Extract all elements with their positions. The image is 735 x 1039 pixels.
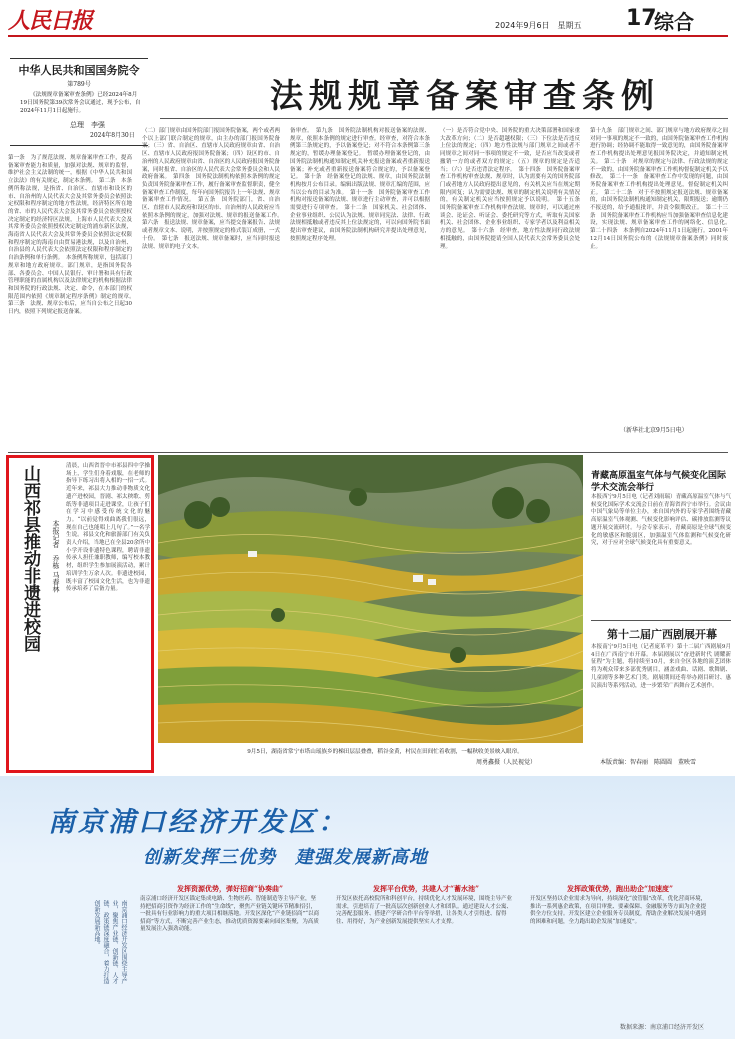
advertorial-column-2-title: 发挥平台优势，共建人才“蓄水池”: [372, 884, 480, 893]
article-column-2: （二）部门规章由国务院部门报国务院备案，两个或者两个以上部门联合制定的规章，由主办的部门报国务院备案；（三）省、自治区、直辖市人民政府规章由省、自治区、直辖市人民政府报国务院备案；（四）设区的市、自治州的人民政府规章由省、自治区的人民政府报国务院备案，同时报省、自治区的人民代表大会常务委员会和人民政府备案。 第四条 国务院法制机构依照本条例的规定负责国务院备案审查工作，履行备案审查监督职责，健全备案审查工作制度，每年向国务院报告上一年法规、规章备案审查工作情况。 第五条 国务院部门，省、自治区、直辖市人民政府和设区的市、自治州的人民政府应当依照本条例的规定，加强对法规、规章的报送备案工作。 第六条 报送法规、规章备案，应当提交备案报告、法规或者规章文本、说明，并按照规定的格式装订成册，一式十份。 第七条 报送法规、规章备案时，应当同时报送法规、规章的电子文本。: [142, 128, 286, 250]
decree-body: 《法规规章备案审查条例》已经2024年8月19日国务院第39次常务会议通过，现予公布，自2024年11月1日起施行。: [20, 92, 141, 114]
feature-byline: 本报记者 乔栋 马春林: [52, 520, 60, 593]
section-name: 综合: [654, 10, 694, 34]
photo-caption: 9月5日，湖南省常宁市塔山瑶族乡的梯田层层叠叠，稻谷金黄，村民在田间忙着收割，一幅秋收美景映入眼帘。: [247, 749, 523, 755]
decree-number: 第789号: [67, 81, 91, 88]
article-column-3: 备审查。 第九条 国务院法制机构对报送备案的法规、规章，依照本条例的规定进行审查。经审查，对符合本条例第三条规定的，予以备案登记；对不符合本条例第三条规定的，暂缓办理备案登记。 暂缓办理备案登记的，由国务院法制机构通知制定机关补充报送备案或者重新报送备案；补充或者重新报送备案符合规定的，予以备案登记。 第十条 经备案登记的法规、规章，由国务院法制机构按月公布目录。编辑出版法规、规章汇编的范围，应当以公布的目录为准。 第十一条 国务院备案审查工作机构对报送备案的法规、规章进行主动审查，并可以根据需要进行专项审查。 第十二条 国家机关、社会团体、企业事业组织、公民认为法规、规章同宪法、法律、行政法规相抵触或者违反其上位法规定的，可以向国务院书面提出审查建议，由国务院法制机构研究并提出处理意见，按照规定程序处理。: [290, 128, 430, 242]
decree-title: 中华人民共和国国务院令: [18, 64, 140, 77]
issue-date: 2024年9月6日 星期五: [495, 21, 582, 30]
photo-credit: 周勇鑫摄（人民视觉）: [476, 759, 537, 766]
headline-rule: [160, 118, 728, 119]
side-story-1-headline: 青藏高原温室气体与气候变化国际学术交流会举行: [591, 471, 727, 493]
advertorial-intro: 南京浦口经济开发区围绕主导产业，聚焦产业链、创新链、人才链、政策链深度融合，着力打造创新发展新高地。: [93, 900, 127, 984]
decree-date: 2024年8月30日: [90, 132, 135, 139]
side-story-2-headline: 第十二届广西剧展开幕: [607, 628, 717, 641]
advertorial-title: 南京浦口经济开发区：: [48, 807, 348, 838]
advertorial-footer: 数据来源：南京浦口经济开发区: [620, 1024, 705, 1031]
feature-body: 清晨，山西省晋中市祁县四中学操场上，学生们身着戏服，在老师的指导下练习出将入相的一招一式。近年来，祁县大力推动非物质文化遗产进校园，晋剧、祁太秧歌、剪纸等非遗项目走进课堂，让孩子们在学习中感受传统文化的魅力。“以前觉得戏曲离我们很远，现在自己也能唱上几句了。”一名学生说。祁县文化和旅游部门有关负责人介绍，当地已在全县20余所中小学开设非遗特色课程，聘请非遗传承人担任兼职教师，编写校本教材，组织学生参加展演活动，累计培训学生万余人次。非遗进校园，既丰富了校园文化生活，也为非遗传承培养了后备力量。: [66, 463, 150, 593]
page-number: 17: [626, 6, 657, 31]
side-story-2-body: 本报南宁9月5日电（记者庞革平）第十二届广西剧展9月4日在广西南宁市开幕。本届剧展以“奋进新时代 剧耀新征程”为主题，将持续至10月，来自全区各地的演艺团体将为观众带来多部优秀剧目，涵盖戏曲、话剧、歌舞剧、儿童剧等多种艺术门类。剧展期间还将举办剧目研讨、惠民演出等系列活动，进一步繁荣广西舞台艺术创作。: [591, 644, 731, 689]
advertorial-column-3-body: 开发区坚持以企业需求为导向，持续深化“放管服”改革，优化营商环境，推出一系列惠企政策，在项目审批、要素保障、金融服务等方面为企业提供全方位支持。开发区建立企业服务专员制度，帮助企业解决发展中遇到的困难和问题，全力跑出助企发展“加速度”。: [530, 896, 707, 925]
article-column-1: 第一条 为了规范法规、规章备案审查工作，提高备案审查能力和质量，加强对法规、规章的监督，维护社会主义法制的统一，根据《中华人民共和国立法法》的有关规定，制定本条例。 第二条 本条例所称法规，是指省、自治区、直辖市和设区的市、自治州的人民代表大会及其常务委员会依照法定权限和程序制定的地方性法规，经济特区所在地的省、市的人民代表大会及其常务委员会依照授权决定制定的经济特区法规，上海市人民代表大会及其常务委员会依照授权决定制定的浦东新区法规，海南省人民代表大会及其常务委员会依照法定权限和程序制定的海南自由贸易港法规，以及自治州、自治县的人民代表大会依照法定权限和程序制定的自治条例和单行条例。 本条例所称规章，包括部门规章和地方政府规章。部门规章，是指国务院各部、各委员会、中国人民银行、审计署和具有行政管理职能的直属机构以及法律规定的机构根据法律和国务院的行政法规、决定、命令，在本部门的权限范围内依照《规章制定程序条例》制定的规章。 第三条 法规、规章公布后，应当自公布之日起30日内，依照下列规定报送备案。: [8, 155, 138, 316]
advertorial-column-2-body: 开发区依托高校院所和科创平台，持续优化人才发展环境，围绕主导产业需求，引进培育了一批高层次创新创业人才和团队。通过建设人才公寓、完善配套服务、搭建产学研合作平台等举措，让各类人才引得进、留得住、用得好，为产业创新发展提供坚实人才支撑。: [336, 896, 513, 925]
advertorial-column-3-title: 发挥政策优势，跑出助企“加速度”: [566, 884, 674, 893]
page-editors: 本版责编：智春丽 陈圆圆 董映雪: [600, 759, 697, 766]
advertorial-column-1-body: 南京浦口经济开发区锚定集成电路、生物医药、智能制造等主导产业，坚持把招商引资作为经济工作的“生命线”，聚焦产业链关键环节精准招引，一批具有行业影响力的重大项目相继落地。开发区深化“产业链招商”“以商招商”等方式，不断完善产业生态，推动优质资源要素向园区集聚，为高质量发展注入强劲动能。: [140, 896, 319, 933]
advertorial-column-1-title: 发挥资源优势，弹好招商“协奏曲”: [176, 884, 284, 893]
article-column-5: 第十九条 部门规章之间、部门规章与地方政府规章之间对同一事项的规定不一致的，由国务院备案审查工作机构进行协调；经协调不能取得一致意见的，由国务院备案审查工作机构提出处理意见报国务院决定，并通知制定机关。 第二十条 对规章的规定与法律、行政法规的规定不一致的，由国务院备案审查工作机构督促制定机关予以修改。 第二十一条 备案审查工作中发现的问题，由国务院备案审查工作机构提出处理意见，督促制定机关纠正。 第二十二条 对于不按照规定报送法规、规章备案的，由国务院法制机构通知制定机关，限期报送；逾期仍不报送的，给予通报批评，并责令限期改正。 第二十三条 国务院备案审查工作机构应当加强备案审查信息化建设，实现法规、规章备案审查工作的网络化、信息化。 第二十四条 本条例自2024年11月1日起施行。2001年12月14日国务院公布的《法规规章备案条例》同时废止。: [590, 128, 734, 250]
terraced-fields-photo: [158, 455, 583, 743]
newspaper-logo: 人民日报: [8, 8, 93, 34]
feature-headline: 山西祁县推动非遗进校园: [20, 465, 40, 652]
side-divider: [591, 620, 731, 621]
section-divider: [8, 452, 728, 453]
main-headline: 法规规章备案审查条例: [270, 76, 660, 115]
advertorial-subtitle: 创新发挥三优势 建强发展新高地: [143, 847, 428, 868]
article-source-tag: （新华社北京9月5日电）: [620, 427, 688, 434]
photo-illustration: [158, 455, 583, 743]
masthead-rule: [8, 35, 728, 37]
article-column-4: （一）是否符合党中央、国务院的重大决策部署和国家重大改革方向；（二）是否超越权限；（三）下位法是否违反上位法的规定；（四）地方性法规与部门规章之间或者不同规章之间对同一事项的规定不一致，是否应当改变或者撤销一方的或者双方的规定；（五）规章的规定是否适当；（六）是否违背法定程序。 第十四条 国务院备案审查工作机构审查法规、规章时，认为需要有关的国务院部门或者地方人民政府提出意见的，有关机关应当在规定期限内回复；认为需要法规、规章的制定机关说明有关情况的，有关制定机关应当按照规定予以说明。 第十五条 国务院备案审查工作机构审查法规、规章时，可以通过座谈会、论证会、听证会、委托研究等方式，听取有关国家机关、社会团体、企业事业组织、专家学者以及利益相关方的意见。 第十六条 经审查，地方性法规同行政法规相抵触的，由国务院提请全国人民代表大会常务委员会处理。: [440, 128, 586, 250]
side-story-1-body: 本报西宁9月5日电（记者刘雨瑞）青藏高原温室气体与气候变化国际学术交流会日前在青海省西宁市举行。会议由中国气象局等单位主办，来自国内外的专家学者围绕青藏高原温室气体观测、气候变化影响评估、碳排放监测等议题开展交流研讨。与会专家表示，青藏高原是全球气候变化的敏感区和脆弱区，加强温室气体监测和气候变化研究，对于应对全球气候变化具有重要意义。: [591, 494, 731, 547]
decree-signature: 总理 李强: [70, 121, 105, 129]
